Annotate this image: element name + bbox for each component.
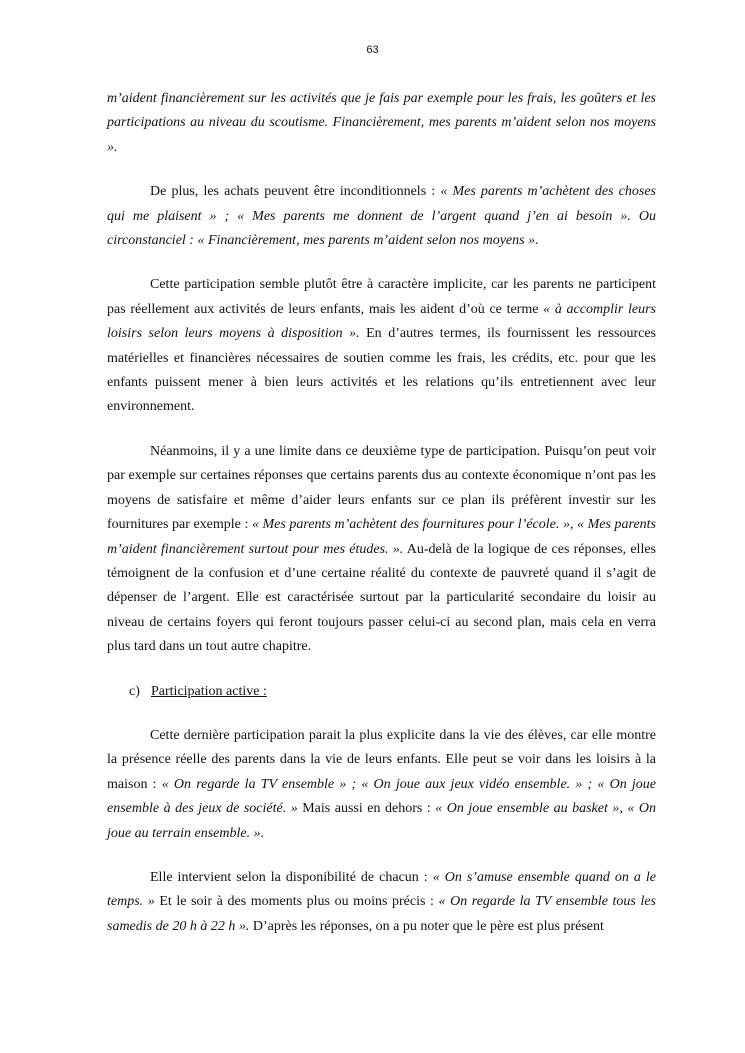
paragraph [107,273,656,419]
paragraph [107,87,656,160]
quote-text: « Mes parents m’achètent des choses qui me plaisent » ; « Mes parents me donnent de l’argent quand j’en ai besoin ». Ou circonstanciel : « Financièrement, mes parents m’aident selon nos moyens ». [107,184,656,249]
quote-text: « On joue ensemble au basket », « On joue au terrain ensemble. ». [107,801,656,841]
paragraph [107,440,656,660]
body-text [107,87,656,959]
quote-text: m’aident financièrement sur les activités que je fais par exemple pour les frais, les goûters et les participations au niveau du scoutisme. Financièrement, mes parents m’aident selon nos moyens ». [107,91,656,155]
quote-text: « Mes parents m’achètent des fournitures pour l’école. », « Mes parents m’aident financièrement surtout pour mes études. ». [107,517,656,557]
paragraph-text: Au-delà de la logique de ces réponses, elles témoignent de la confusion et d’une certaine réalité du contexte de pauvreté quand il s’agit de dépenser de l’argent. Elle est caractérisée surtout par la particularité secondaire du loisir au niveau de certains foyers qui feront toujours passer celui-ci au second plan, mais cela en verra plus tard dans un tout autre chapitre. [107,541,656,655]
paragraph-text: D’après les réponses, on a pu noter que le père est plus présent [249,918,604,934]
paragraph-group-before [107,87,656,660]
quote-text: « à accomplir leurs loisirs selon leurs moyens à disposition ». [107,301,657,342]
section-heading [107,680,656,704]
section-heading-title: Participation active : [151,683,267,699]
paragraph [107,180,656,253]
quote-text: « On regarde la TV ensemble » ; « On joue aux jeux vidéo ensemble. » ; « On joue ensemble à des jeux de société. » [107,776,656,817]
paragraph-text: En d’autres termes, ils fournissent les ressources matérielles et financières nécessaires de soutien comme les frais, les crédits, etc. pour que les enfants puissent mener à bien leurs activités et les relations qu’ils entretiennent avec leur environnement. [107,326,656,415]
section-heading-number: c) [129,683,140,699]
paragraph-text: Elle intervient selon la disponibilité de chacun : [150,869,433,885]
page-number: 63 [366,44,379,56]
paragraph-text: Cette participation semble plutôt être à caractère implicite, car les parents ne participent pas réellement aux activités de leurs enfants, mais les aident d’où ce terme [107,277,656,317]
paragraph-text: De plus, les achats peuvent être inconditionnels : [150,184,441,200]
quote-text: « On s’amuse ensemble quand on a le temps. » [107,869,657,910]
paragraph-text: Mais aussi en dehors : [297,801,436,817]
paragraph [107,724,656,846]
paragraph [107,866,656,939]
quote-text: « On regarde la TV ensemble tous les samedis de 20 h à 22 h ». [107,894,656,934]
paragraph-text: Et le soir à des moments plus ou moins précis : [154,894,439,910]
paragraph-text: Cette dernière participation parait la plus explicite dans la vie des élèves, car elle montre la présence réelle des parents dans la vie de leurs enfants. Elle peut se voir dans les loisirs à la maison : [107,727,656,792]
paragraph-text: Néanmoins, il y a une limite dans ce deuxième type de participation. Puisqu’on peut voir par exemple sur certaines réponses que certains parents dus au contexte économique n’ont pas les moyens de satisfaire et même d’aider leurs enfants sur ce plan ils préfèrent investir sur les fournitures par exemple : [107,443,656,533]
paragraph-group-after [107,724,656,939]
